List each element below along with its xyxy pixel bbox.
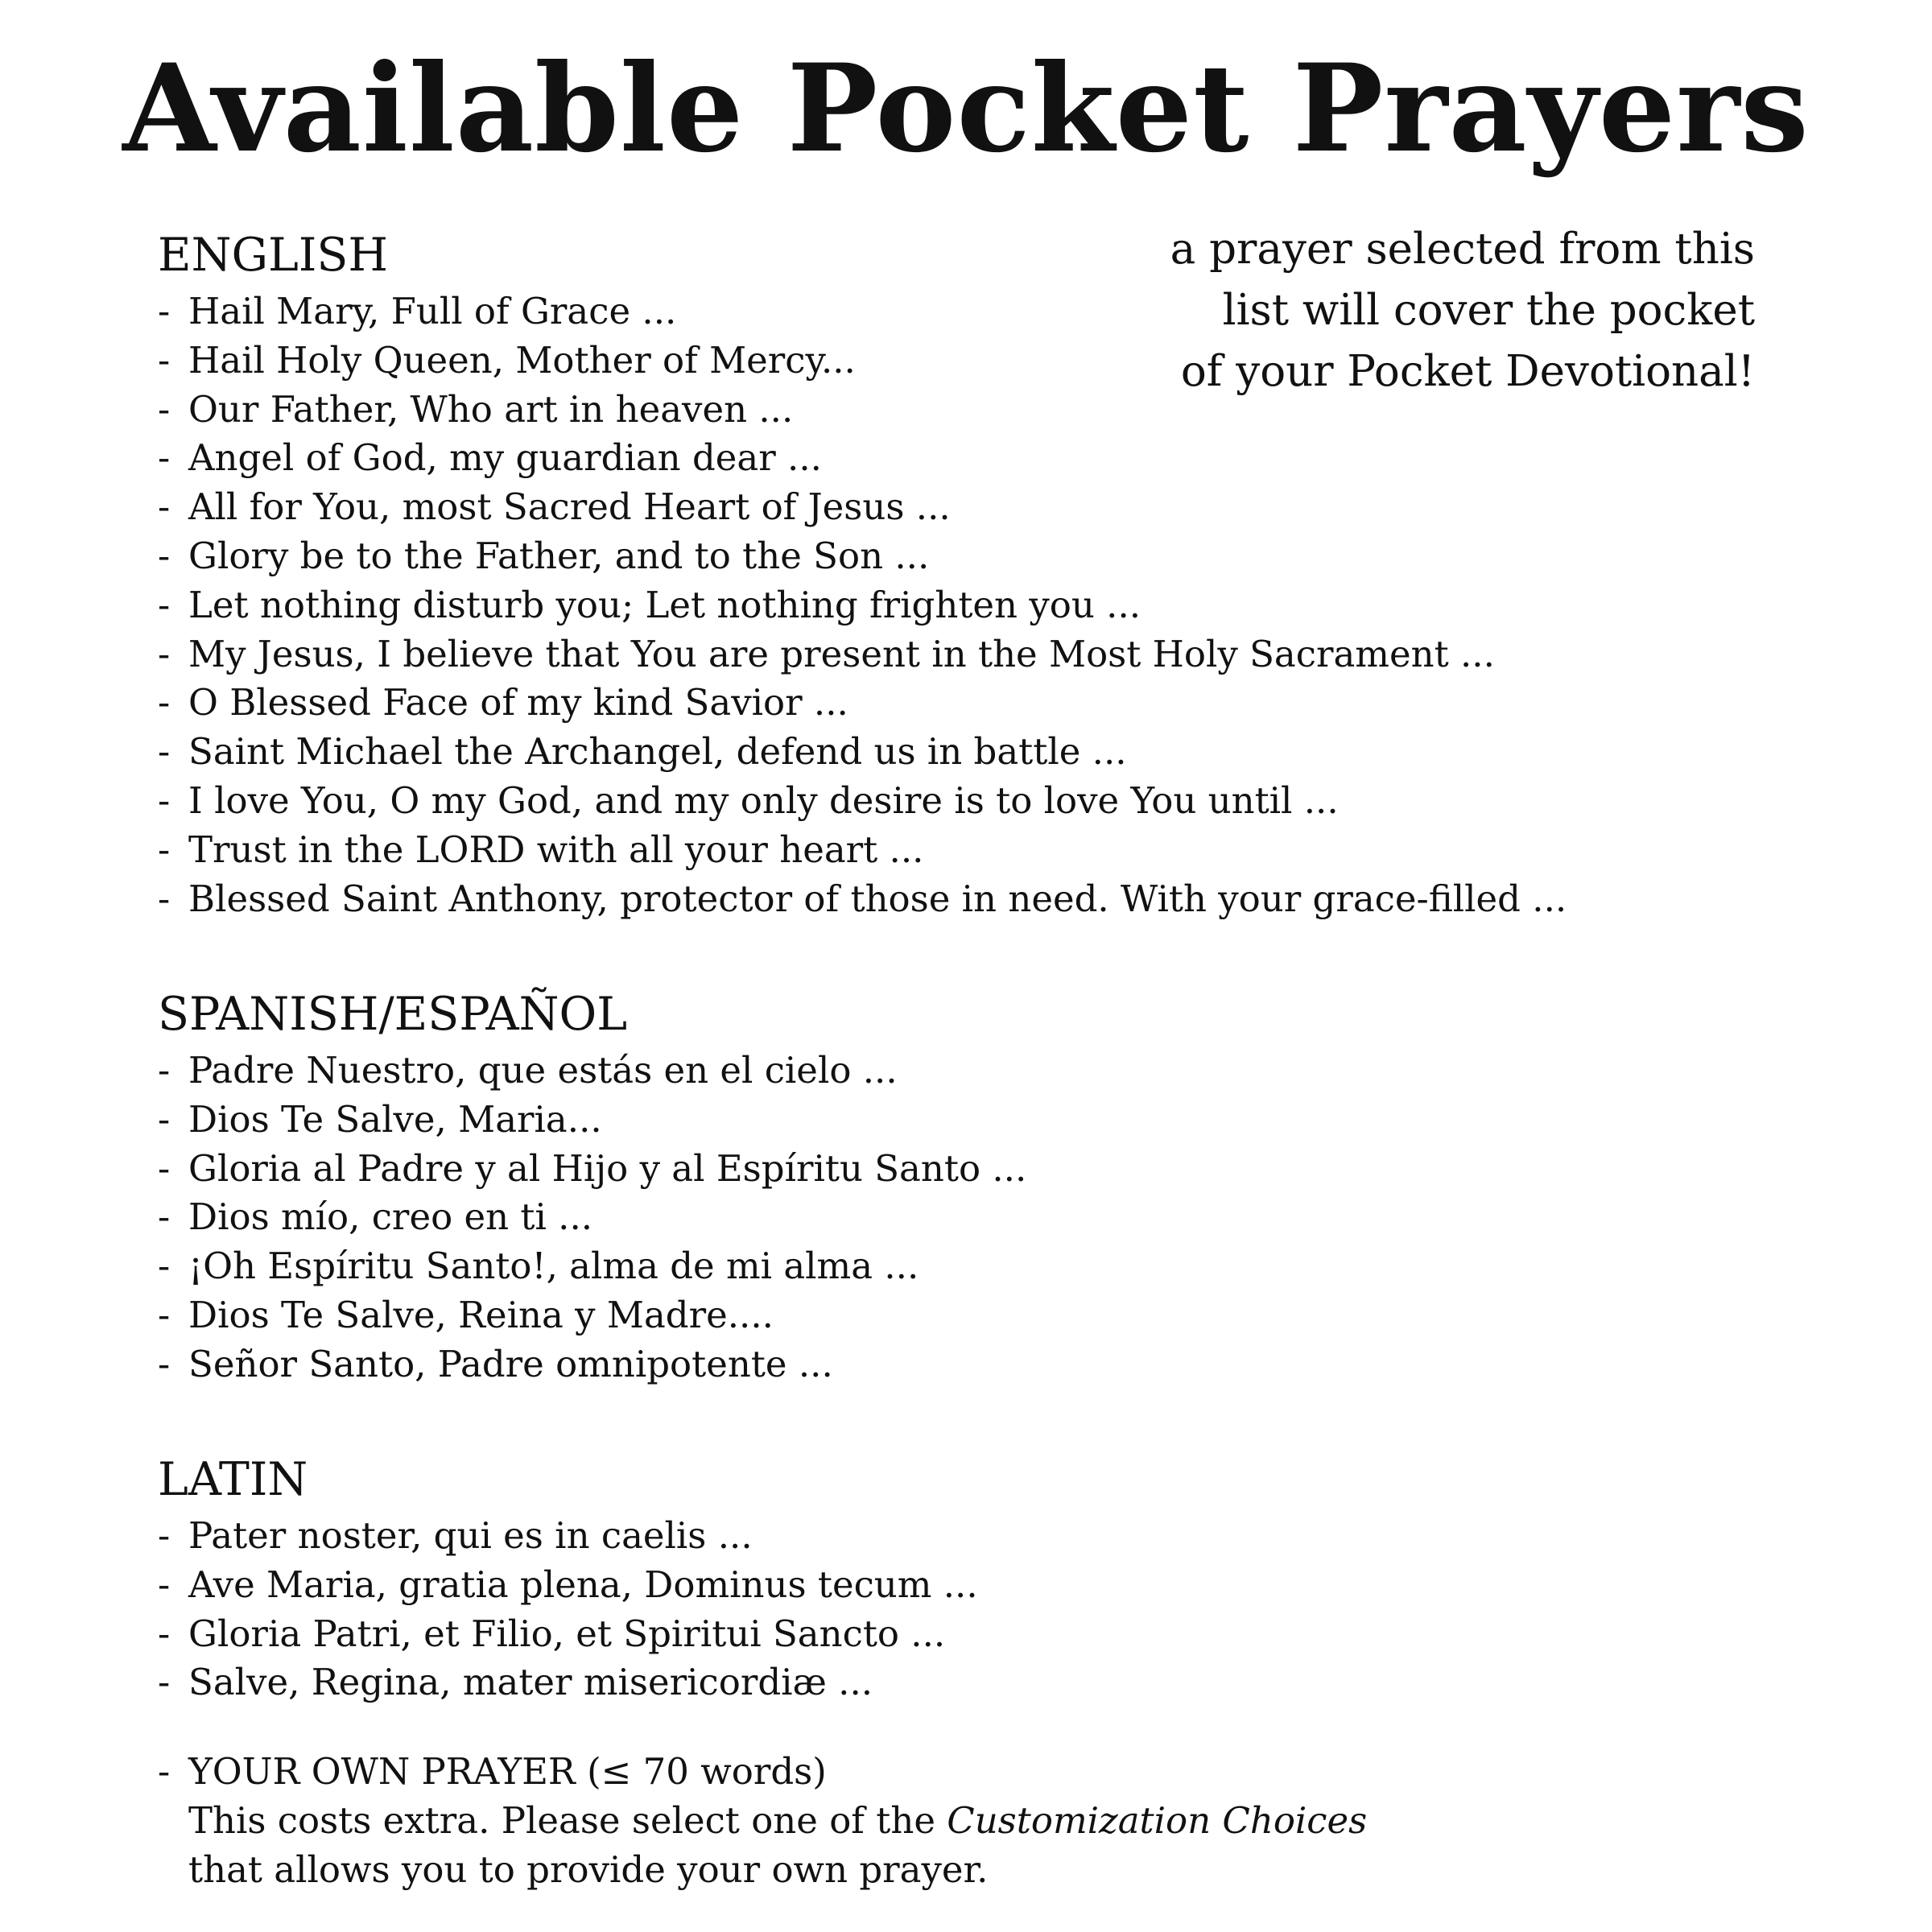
list-dash: -: [158, 1049, 171, 1092]
list-dash: -: [158, 828, 171, 871]
list-dash: -: [158, 1146, 171, 1190]
latin-prayer-list: [158, 1512, 1848, 1707]
english-heading: ENGLISH: [158, 229, 389, 282]
list-dash: -: [158, 730, 171, 774]
latin-section: [158, 1447, 1848, 1707]
prayer-list-item: [158, 336, 1848, 386]
prayer-text: Gloria al Padre y al Hijo y al Espíritu Santo ...: [188, 1146, 1027, 1190]
prayer-text: Our Father, Who art in heaven ...: [188, 387, 794, 431]
prayer-text: Trust in the LORD with all your heart ...: [188, 828, 924, 871]
list-dash: -: [158, 583, 171, 626]
own-prayer-description: [158, 1796, 1848, 1845]
prayer-text: Dios Te Salve, Maria...: [188, 1097, 602, 1141]
prayer-list-item: [158, 777, 1848, 826]
prayer-text: Hail Mary, Full of Grace ...: [188, 290, 677, 332]
spanish-section: [158, 982, 1848, 1389]
prayer-text: Blessed Saint Anthony, protector of those in need. With your grace-filled ...: [188, 877, 1567, 920]
prayer-text: Pater noster, qui es in caelis ...: [188, 1514, 753, 1557]
list-dash: -: [158, 1514, 171, 1557]
prayer-list-item: [158, 1340, 1848, 1389]
prayer-list-item: [158, 679, 1848, 728]
pocket-note-line: of your Pocket Devotional!: [1180, 347, 1755, 396]
prayer-list-item: [158, 1658, 1848, 1707]
prayer-text: Dios Te Salve, Reina y Madre....: [188, 1293, 774, 1336]
list-dash: -: [158, 632, 171, 675]
list-dash: -: [158, 485, 171, 529]
prayer-list-item: [158, 483, 1848, 532]
list-dash: -: [158, 1293, 171, 1336]
prayer-text: Glory be to the Father, and to the Son ...: [188, 534, 930, 577]
own-prayer-block: [158, 1747, 1848, 1894]
spanish-heading: SPANISH/ESPAÑOL: [158, 988, 628, 1041]
list-dash: -: [158, 387, 171, 431]
prayer-text: All for You, most Sacred Heart of Jesus ...: [188, 485, 951, 529]
prayer-list-item: [158, 1046, 1848, 1096]
list-dash: -: [158, 778, 171, 822]
list-dash: -: [158, 534, 171, 577]
list-dash: -: [158, 1612, 171, 1655]
prayer-list-item: [158, 1291, 1848, 1340]
list-dash: -: [158, 1342, 171, 1385]
prayer-text: Salve, Regina, mater misericordiæ ...: [188, 1661, 873, 1704]
list-dash: -: [158, 877, 171, 920]
prayer-text: Saint Michael the Archangel, defend us in battle ...: [188, 730, 1127, 774]
customization-choices-text: Customization Choices: [947, 1799, 1368, 1842]
latin-heading: LATIN: [158, 1453, 308, 1506]
prayer-list-item: [158, 630, 1848, 679]
list-dash: -: [158, 436, 171, 480]
prayer-text: Gloria Patri, et Filio, et Spiritui Sancto ...: [188, 1612, 946, 1655]
prayer-list-item: [158, 1561, 1848, 1610]
pocket-note-line: a prayer selected from this: [1170, 225, 1755, 274]
page-title: Available Pocket Prayers: [122, 38, 1810, 180]
prayer-text: My Jesus, I believe that You are present in the Most Holy Sacrament ...: [188, 632, 1495, 675]
prayer-list-item: [158, 875, 1848, 924]
prayer-text: Hail Holy Queen, Mother of Mercy...: [188, 338, 856, 382]
list-dash: -: [158, 290, 171, 332]
english-section: [158, 223, 1848, 923]
prayer-text: Padre Nuestro, que estás en el cielo ...: [188, 1049, 898, 1092]
own-prayer-label: YOUR OWN PRAYER (≤ 70 words): [188, 1750, 827, 1793]
english-prayer-list: [158, 287, 1848, 923]
prayer-list-item: [158, 826, 1848, 875]
list-dash: -: [158, 1661, 171, 1704]
own-prayer-label-line: [158, 1747, 1848, 1796]
prayer-list-item: [158, 1512, 1848, 1561]
prayer-list-item: [158, 287, 1848, 336]
spanish-prayer-list: [158, 1046, 1848, 1389]
prayer-list-item: [158, 434, 1848, 483]
prayer-list-item: [158, 1610, 1848, 1659]
list-dash: -: [158, 681, 171, 724]
prayer-list-item: [158, 1242, 1848, 1291]
prayer-text: Angel of God, my guardian dear ...: [188, 436, 822, 480]
prayer-text: O Blessed Face of my kind Savior ...: [188, 681, 848, 724]
prayer-text: Señor Santo, Padre omnipotente ...: [188, 1342, 833, 1385]
prayer-text: Ave Maria, gratia plena, Dominus tecum ...: [188, 1563, 978, 1606]
prayer-text: ¡Oh Espíritu Santo!, alma de mi alma ...: [188, 1245, 919, 1288]
prayer-list-item: [158, 386, 1848, 435]
list-dash: -: [158, 1195, 171, 1239]
list-dash: -: [158, 1097, 171, 1141]
prayer-list-item: [158, 532, 1848, 581]
own-prayer-description-end: that allows you to provide your own prayer.: [188, 1848, 989, 1891]
prayer-list-item: [158, 1193, 1848, 1242]
prayer-list-item: [158, 1096, 1848, 1145]
prayer-list-item: [158, 728, 1848, 777]
list-dash: -: [158, 1750, 171, 1793]
prayer-text: Let nothing disturb you; Let nothing frighten you ...: [188, 583, 1141, 626]
prayer-text: I love You, O my God, and my only desire is to love You until ...: [188, 778, 1339, 822]
list-dash: -: [158, 338, 171, 382]
pocket-note-line: list will cover the pocket: [1222, 286, 1755, 335]
prayer-text: Dios mío, creo en ti ...: [188, 1195, 593, 1239]
list-dash: -: [158, 1245, 171, 1288]
prayer-list-item: [158, 1145, 1848, 1194]
list-dash: -: [158, 1563, 171, 1606]
own-prayer-text: This costs extra. Please select one of the: [188, 1799, 947, 1842]
prayer-list-item: [158, 581, 1848, 630]
